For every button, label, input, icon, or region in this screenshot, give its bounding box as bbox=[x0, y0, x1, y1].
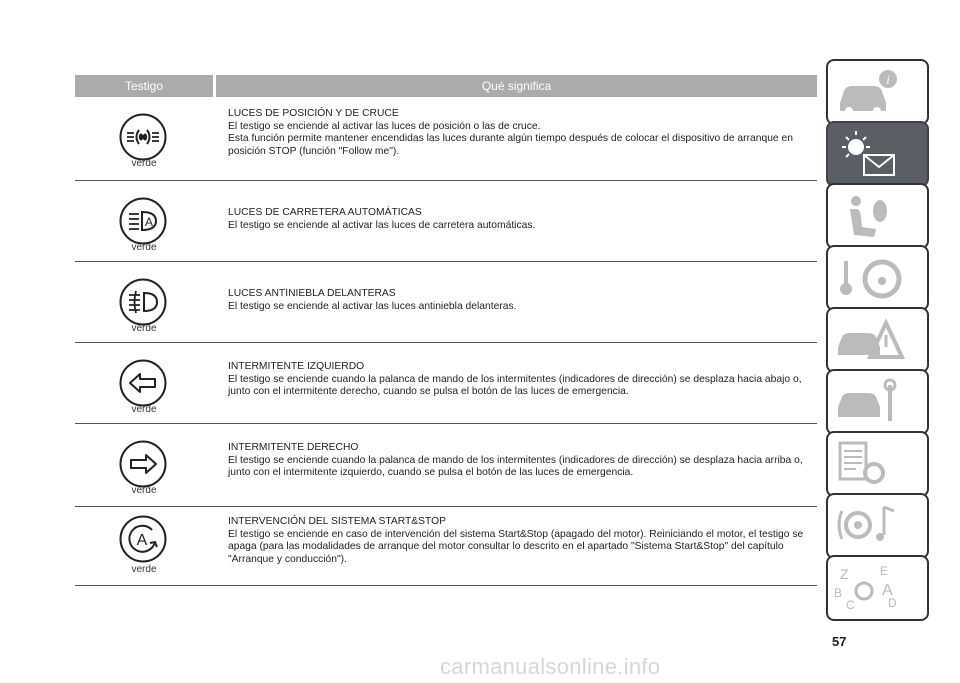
row-title: LUCES ANTINIEBLA DELANTERAS bbox=[228, 288, 396, 299]
table-header bbox=[75, 75, 817, 97]
row-description bbox=[228, 108, 811, 158]
row-title: INTERMITENTE IZQUIERDO bbox=[228, 361, 365, 372]
icon-color-label: verde bbox=[131, 323, 157, 334]
table-row bbox=[75, 424, 817, 507]
row-text: El testigo se enciende al activar las luces antiniebla delanteras. bbox=[228, 300, 517, 312]
front-fog-light-icon bbox=[119, 278, 167, 326]
car-accident-warning-icon bbox=[828, 309, 931, 375]
side-tab-technical-data[interactable] bbox=[826, 431, 929, 497]
side-tab-safety[interactable] bbox=[826, 183, 929, 249]
row-text: El testigo se enciende al activar las luces de carretera automáticas. bbox=[228, 219, 536, 231]
icon-cell bbox=[75, 181, 213, 261]
icon-cell bbox=[75, 507, 213, 585]
page-number: 57 bbox=[832, 634, 847, 649]
row-description bbox=[228, 288, 811, 313]
side-tab-car-info[interactable] bbox=[826, 59, 929, 125]
auto-high-beam-icon bbox=[119, 197, 167, 245]
alphabetical-index-icon bbox=[828, 557, 931, 623]
svg-text:A: A bbox=[136, 532, 148, 549]
watermark: carmanualsonline.info bbox=[440, 654, 661, 679]
left-turn-signal-icon bbox=[119, 359, 167, 407]
icon-cell bbox=[75, 97, 213, 180]
svg-text:A: A bbox=[144, 215, 154, 229]
row-text: El testigo se enciende cuando la palanca de mando de los intermitentes (indicadores de dirección) se desplaza hacia abajo o, junto con el intermitente derecho, cuando se pulsa el botón de las luces de emergencia. bbox=[228, 373, 802, 398]
side-tab-starting-driving[interactable] bbox=[826, 245, 929, 311]
table-row bbox=[75, 181, 817, 262]
svg-text:Z: Z bbox=[840, 566, 849, 582]
key-steering-wheel-icon bbox=[828, 247, 931, 313]
icon-color-label: verde bbox=[131, 564, 157, 575]
row-text: El testigo se enciende al activar las luces de posición o las de cruce. Esta función permite mantener encendidas las luces durante algún tiempo después de colocar el dispositivo de arranque en posición STOP (función "Follow me"). bbox=[228, 120, 793, 157]
svg-text:C: C bbox=[846, 598, 855, 612]
row-title: LUCES DE POSICIÓN Y DE CRUCE bbox=[228, 108, 399, 119]
row-title: LUCES DE CARRETERA AUTOMÁTICAS bbox=[228, 207, 422, 218]
table-row bbox=[75, 343, 817, 424]
svg-text:A: A bbox=[882, 582, 893, 599]
right-turn-signal-icon bbox=[119, 440, 167, 488]
row-description bbox=[228, 361, 811, 399]
header-que-significa: Qué significa bbox=[481, 79, 552, 93]
icon-color-label: verde bbox=[131, 158, 157, 169]
seat-airbag-icon bbox=[828, 185, 931, 251]
svg-text:i: i bbox=[886, 72, 890, 87]
side-tab-warning-lights[interactable] bbox=[826, 121, 929, 187]
start-stop-icon bbox=[119, 515, 167, 563]
icon-color-label: verde bbox=[131, 485, 157, 496]
row-description bbox=[228, 516, 811, 566]
warning-light-message-icon bbox=[828, 123, 931, 189]
table-row bbox=[75, 97, 817, 181]
side-tab-maintenance[interactable] bbox=[826, 369, 929, 435]
side-tab-index[interactable] bbox=[826, 555, 929, 621]
table-row bbox=[75, 507, 817, 586]
row-title: INTERMITENTE DERECHO bbox=[228, 442, 359, 453]
row-title: INTERVENCIÓN DEL SISTEMA START&STOP bbox=[228, 516, 446, 527]
icon-cell bbox=[75, 424, 213, 506]
low-beam-icon bbox=[119, 113, 167, 161]
svg-text:B: B bbox=[834, 586, 843, 600]
table-row bbox=[75, 262, 817, 343]
car-maintenance-icon bbox=[828, 371, 931, 437]
car-info-icon bbox=[828, 61, 931, 127]
multimedia-icon bbox=[828, 495, 931, 561]
side-tab-multimedia[interactable] bbox=[826, 493, 929, 559]
row-text: El testigo se enciende en caso de intervención del sistema Start&Stop (apagado del motor). Reiniciando el motor, el testigo se apaga (para las modalidades de arranque del motor consultar lo descrito en el apartado "Sistema Start&Stop" del capítulo "Arranque y conducción"). bbox=[228, 528, 804, 565]
header-testigo: Testigo bbox=[124, 79, 164, 93]
icon-cell bbox=[75, 262, 213, 342]
row-description bbox=[228, 442, 811, 480]
icon-color-label: verde bbox=[131, 404, 157, 415]
row-description bbox=[228, 207, 811, 232]
svg-text:E: E bbox=[880, 564, 889, 578]
row-text: El testigo se enciende cuando la palanca de mando de los intermitentes (indicadores de dirección) se desplaza hacia arriba o, junto con el intermitente izquierdo, cuando se pulsa el botón de las luces de emergencia. bbox=[228, 454, 803, 479]
icon-color-label: verde bbox=[131, 242, 157, 253]
technical-data-icon bbox=[828, 433, 931, 499]
side-tab-emergency[interactable] bbox=[826, 307, 929, 373]
svg-text:D: D bbox=[888, 596, 897, 610]
icon-cell bbox=[75, 343, 213, 423]
